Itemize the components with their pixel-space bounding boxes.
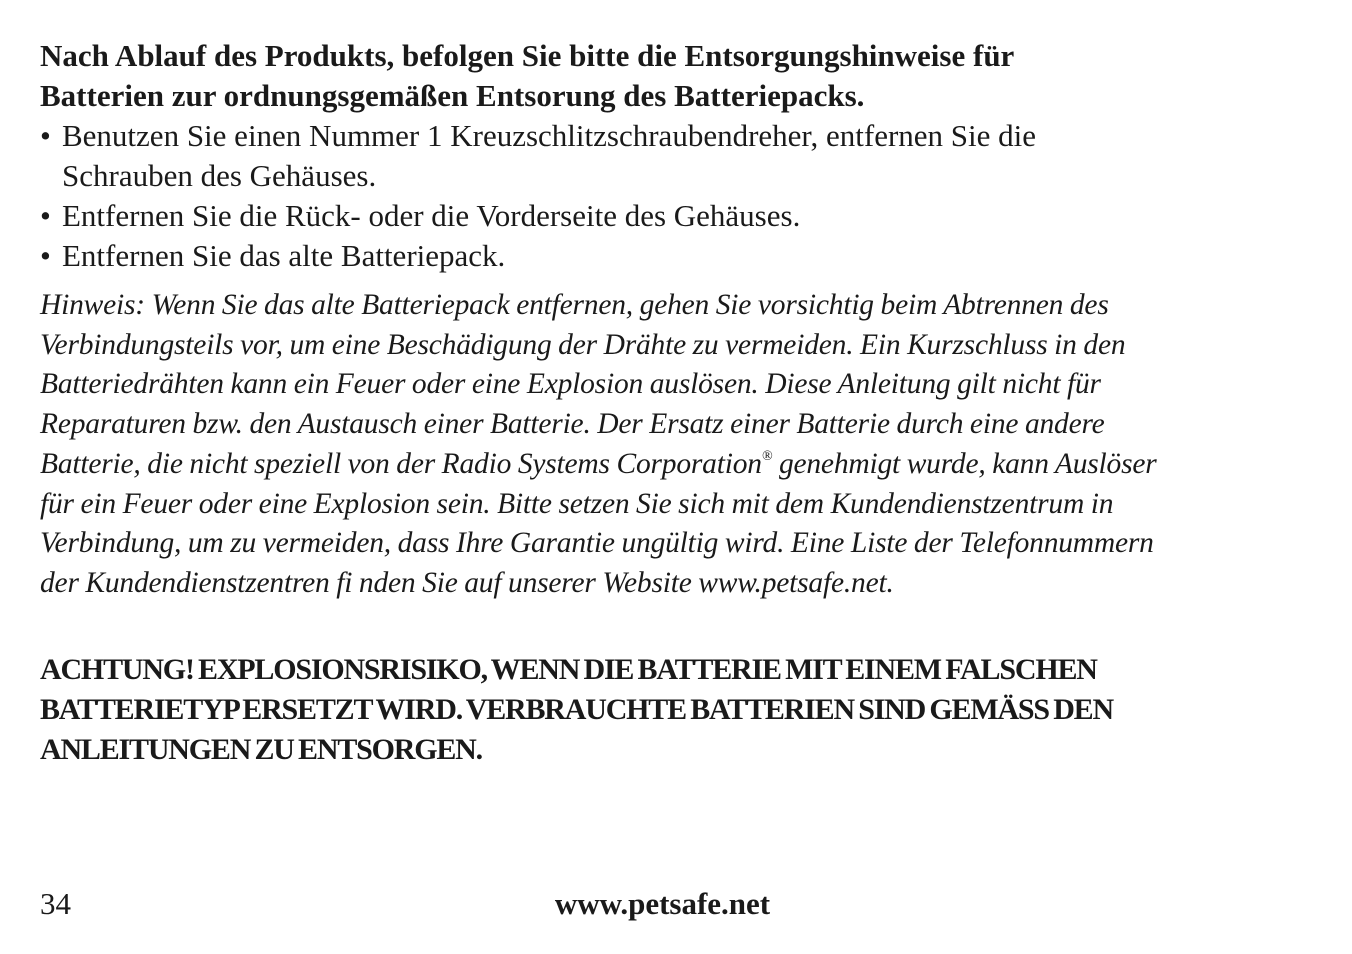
warning-line-2: BATTERIETYP ERSETZT WIRD. VERBRAUCHTE BATTERIEN SIND GEMÄSS DEN (40, 692, 1113, 726)
note-line-5-end: genehmigt wurde, kann Auslöser (772, 447, 1157, 480)
manual-page (40, 36, 1320, 770)
note-line-2: Verbindungsteils vor, um eine Beschädigung der Drähte zu vermeiden. Ein Kurzschluss in den (40, 328, 1126, 361)
note-line-7: Verbindung, um zu vermeiden, dass Ihre Garantie ungültig wird. Eine Liste der Telefonnummern (40, 527, 1154, 560)
registered-mark: ® (761, 448, 773, 464)
note-line-4: Reparaturen bzw. den Austausch einer Batterie. Der Ersatz einer Batterie durch eine andere (40, 408, 1105, 441)
note-line-3: Batteriedrähten kann ein Feuer oder eine Explosion auslösen. Diese Anleitung gilt nicht für (40, 368, 1101, 401)
list-item-line-1: Entfernen Sie das alte Batteriepack. (62, 238, 506, 273)
list-item (40, 116, 1320, 196)
footer-url: www.petsafe.net (554, 886, 771, 921)
note-line-5 (40, 448, 1157, 480)
note-line-8: der Kundendienstzentren fi nden Sie auf unserer Website www.petsafe.net. (40, 566, 894, 599)
disposal-intro (40, 36, 1320, 116)
note-line-5-start: Batterie, die nicht speziell von der Radio Systems Corporation (40, 447, 762, 480)
note-line-1: Hinweis: Wenn Sie das alte Batteriepack entfernen, gehen Sie vorsichtig beim Abtrennen des (40, 289, 1109, 321)
safety-note (40, 286, 1320, 604)
list-item (40, 236, 1320, 276)
list-item-line-2: Schrauben des Gehäuses. (62, 158, 377, 193)
bullet-marker: • (40, 198, 51, 233)
explosion-warning (40, 650, 1320, 770)
page-number: 34 (40, 886, 71, 921)
bullet-marker: • (40, 118, 51, 153)
list-item (40, 196, 1320, 236)
bullet-marker: • (40, 238, 51, 273)
note-line-6: für ein Feuer oder eine Explosion sein. Bitte setzen Sie sich mit dem Kundendienstzentrum in (40, 487, 1114, 520)
warning-line-1: ACHTUNG! EXPLOSIONSRISIKO, WENN DIE BATTERIE MIT EINEM FALSCHEN (40, 652, 1097, 686)
intro-line-1: Nach Ablauf des Produkts, befolgen Sie bitte die Entsorgungshinweise für (40, 38, 1015, 73)
list-item-line-1: Entfernen Sie die Rück- oder die Vorderseite des Gehäuses. (62, 198, 801, 233)
instruction-list (40, 116, 1320, 276)
intro-line-2: Batterien zur ordnungsgemäßen Entsorung des Batteriepacks. (40, 78, 865, 113)
list-item-line-1: Benutzen Sie einen Nummer 1 Kreuzschlitzschraubendreher, entfernen Sie die (62, 118, 1037, 153)
warning-line-3: ANLEITUNGEN ZU ENTSORGEN. (40, 732, 482, 766)
